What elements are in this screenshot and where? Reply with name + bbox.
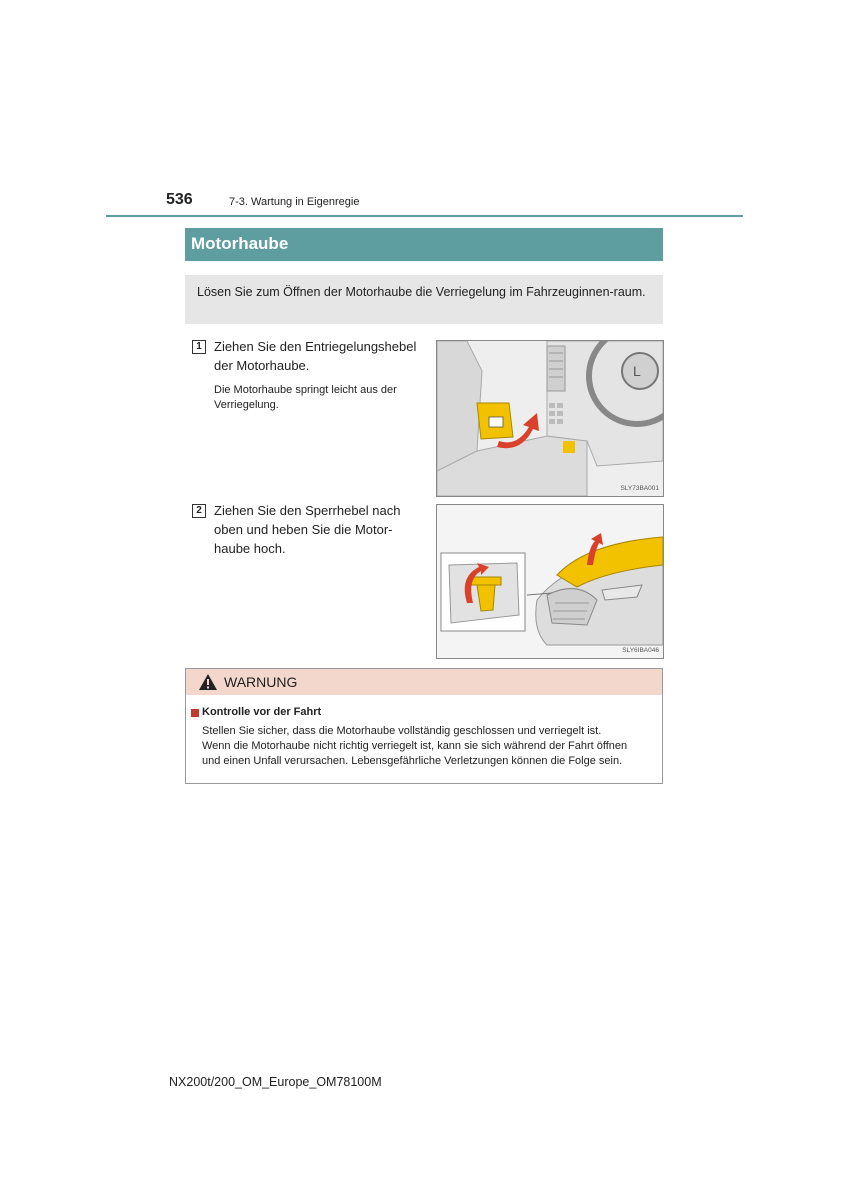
- warning-subtitle: Kontrolle vor der Fahrt: [202, 706, 322, 718]
- hood-release-lever-illustration: [437, 341, 663, 496]
- step-2-line: haube hoch.: [214, 541, 286, 556]
- hood-latch-illustration: [437, 505, 663, 658]
- section-title: Motorhaube: [191, 234, 289, 253]
- warning-triangle-icon: [198, 673, 218, 691]
- warning-line: Wenn die Motorhaube nicht richtig verriegelt ist, kann sie sich während der Fahrt öffnen: [202, 740, 628, 752]
- figure-code: SLY73BA001: [620, 485, 659, 492]
- step-1-line: der Motorhaube.: [214, 358, 310, 373]
- page-number: 536: [166, 191, 193, 208]
- figure-code: SLY6IBA046: [622, 647, 659, 654]
- warning-line: Stellen Sie sicher, dass die Motorhaube vollständig geschlossen und verriegelt ist.: [202, 725, 602, 737]
- warning-header: [186, 669, 662, 695]
- intro-box: [185, 275, 663, 324]
- step-1-note-line: Verriegelung.: [214, 399, 279, 411]
- warning-label: WARNUNG: [224, 674, 298, 690]
- step-1-note: [214, 383, 424, 413]
- warning-box: [185, 668, 663, 784]
- section-reference: 7-3. Wartung in Eigenregie: [229, 196, 360, 208]
- hood-release-lever-figure: [436, 340, 664, 497]
- step-number-2: 2: [192, 504, 206, 518]
- header-rule: [106, 215, 743, 217]
- footer-document-code: NX200t/200_OM_Europe_OM78100M: [169, 1075, 382, 1089]
- bullet-square-icon: [191, 709, 199, 717]
- step-1-note-line: Die Motorhaube springt leicht aus der: [214, 384, 397, 396]
- step-2-line: Ziehen Sie den Sperrhebel nach: [214, 503, 401, 518]
- warning-line: und einen Unfall verursachen. Lebensgefährliche Verletzungen können die Folge sein.: [202, 755, 623, 767]
- step-2-text: [214, 501, 424, 558]
- section-title-bar: [185, 228, 663, 261]
- svg-text:L: L: [633, 363, 641, 379]
- intro-text: Lösen Sie zum Öffnen der Motorhaube die Verriegelung im Fahrzeuginnen-raum.: [197, 285, 646, 299]
- hood-latch-figure: [436, 504, 664, 659]
- step-1-text: [214, 337, 424, 375]
- step-number-1: 1: [192, 340, 206, 354]
- step-2-line: oben und heben Sie die Motor-: [214, 522, 393, 537]
- step-1-line: Ziehen Sie den Entriegelungshebel: [214, 339, 417, 354]
